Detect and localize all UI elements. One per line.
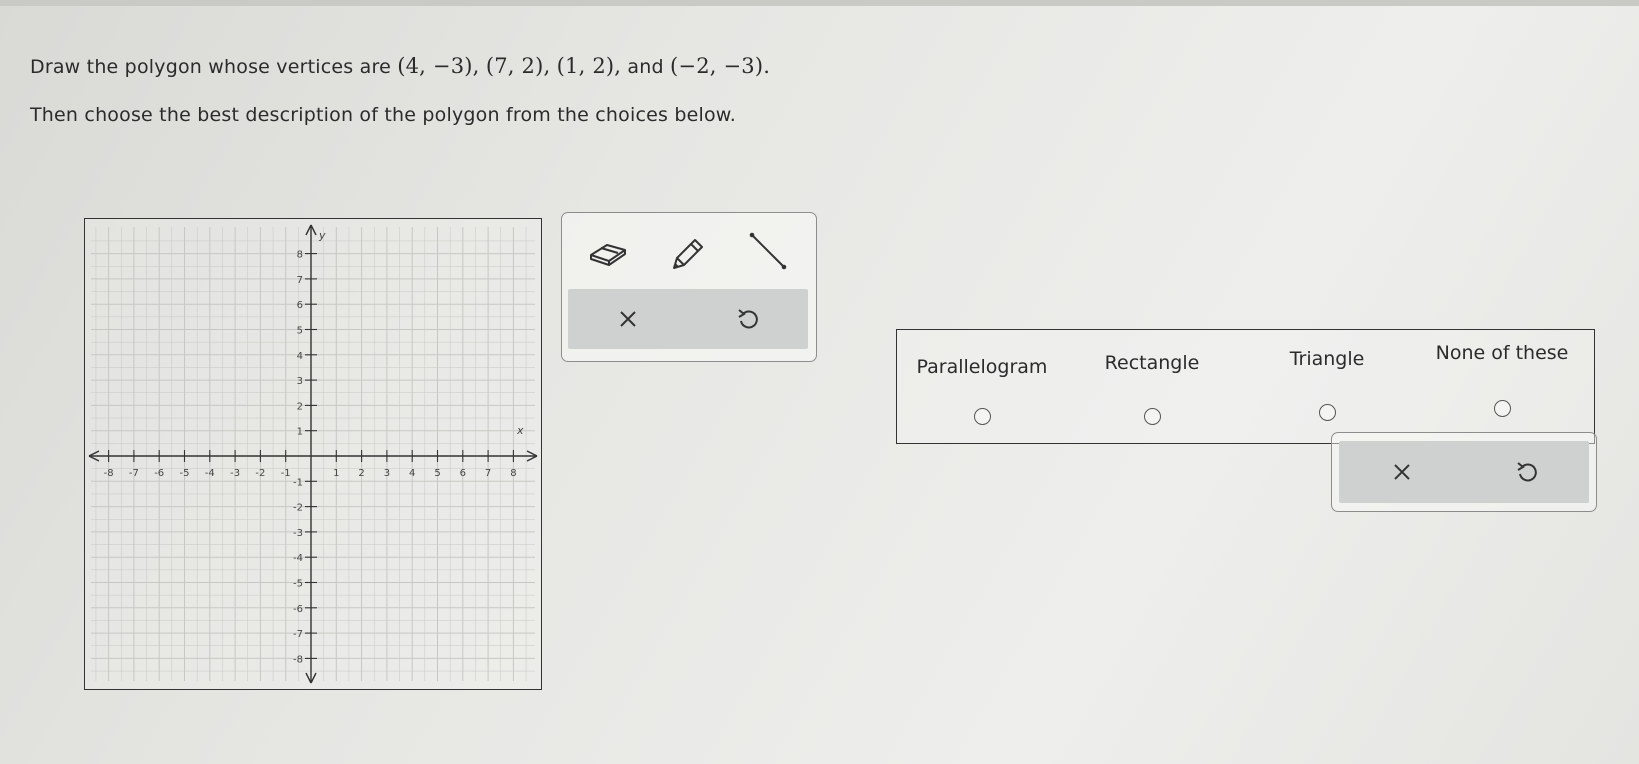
x-tick-label: 2 [358, 468, 365, 479]
answer-choices [896, 329, 1595, 444]
x-tick-label: 4 [409, 468, 416, 479]
eraser-tool-button[interactable] [580, 227, 636, 275]
y-tick-label: 7 [296, 274, 303, 286]
pencil-tool-button[interactable] [661, 227, 717, 275]
x-tick-label: -7 [128, 468, 139, 479]
x-tick-label: -4 [204, 468, 215, 479]
undo-icon [1516, 460, 1538, 484]
vertex-1: (4, −3), [397, 54, 480, 78]
radio-triangle[interactable] [1319, 404, 1336, 421]
choice-label: None of these [1435, 342, 1569, 364]
x-tick-label: 3 [383, 468, 391, 479]
x-tick-label: -2 [255, 468, 266, 479]
question-and: and [627, 56, 664, 78]
choice-label: Rectangle [1104, 352, 1200, 374]
drawing-toolbar [561, 212, 817, 362]
y-tick-label: 1 [296, 426, 303, 438]
radio-parallelogram[interactable] [974, 408, 991, 425]
question-line-1 [30, 54, 770, 78]
graph-panel[interactable] [84, 218, 542, 690]
x-tick-label: -8 [103, 468, 114, 479]
vertex-4: (−2, −3). [670, 54, 771, 78]
pencil-icon [669, 231, 709, 271]
choice-triangle[interactable] [1257, 330, 1397, 443]
question-prefix: Draw the polygon whose vertices are [30, 56, 391, 78]
top-strip [0, 0, 1639, 6]
vertex-2: (7, 2), [485, 54, 551, 78]
x-tick-label: 7 [484, 468, 492, 479]
y-axis-label: y [319, 229, 326, 242]
y-tick-label: -7 [293, 629, 303, 641]
coordinate-plane[interactable] [85, 219, 541, 689]
radio-rectangle[interactable] [1144, 408, 1161, 425]
undo-answer-button[interactable] [1464, 441, 1589, 503]
y-tick-label: 5 [296, 325, 303, 337]
undo-icon [737, 307, 759, 331]
y-tick-label: -1 [293, 477, 303, 489]
x-tick-label: -5 [179, 468, 190, 479]
toolbar-actions [568, 289, 808, 349]
choice-parallelogram[interactable] [907, 330, 1057, 443]
choice-rectangle[interactable] [1082, 330, 1222, 443]
choice-label: Parallelogram [916, 356, 1048, 378]
x-tick-label: 5 [434, 468, 441, 479]
line-segment-icon [746, 229, 790, 273]
x-tick-label: -6 [154, 468, 165, 479]
y-tick-label: 3 [296, 376, 303, 388]
choice-label: Triangle [1289, 348, 1365, 370]
question-line-2: Then choose the best description of the polygon from the choices below. [30, 104, 737, 126]
x-tick-label: 8 [510, 468, 517, 479]
clear-answer-button[interactable] [1339, 441, 1464, 503]
y-tick-label: -4 [293, 553, 303, 565]
y-tick-label: 8 [296, 249, 303, 261]
undo-graph-button[interactable] [688, 289, 808, 349]
y-tick-label: 2 [296, 401, 303, 413]
y-tick-label: -5 [293, 578, 303, 590]
x-axis-label: x [517, 424, 524, 437]
x-tick-label: 6 [459, 468, 466, 479]
vertex-3: (1, 2), [556, 54, 622, 78]
y-tick-label: -6 [293, 603, 303, 615]
close-icon [618, 309, 638, 329]
x-tick-label: 1 [333, 468, 340, 479]
y-tick-label: -2 [293, 502, 303, 514]
line-tool-button[interactable] [740, 227, 796, 275]
clear-graph-button[interactable] [568, 289, 688, 349]
y-tick-label: 6 [296, 300, 303, 312]
x-tick-label: -3 [230, 468, 241, 479]
radio-none-of-these[interactable] [1494, 400, 1511, 417]
x-tick-label: -1 [280, 468, 291, 479]
answer-actions [1331, 432, 1597, 512]
y-tick-label: -3 [293, 527, 303, 539]
y-tick-label: -8 [293, 654, 303, 666]
choice-none-of-these[interactable] [1422, 330, 1582, 443]
answer-actions-bar [1339, 441, 1589, 503]
close-icon [1392, 462, 1412, 482]
y-tick-label: 4 [296, 350, 303, 362]
eraser-icon [587, 235, 629, 267]
